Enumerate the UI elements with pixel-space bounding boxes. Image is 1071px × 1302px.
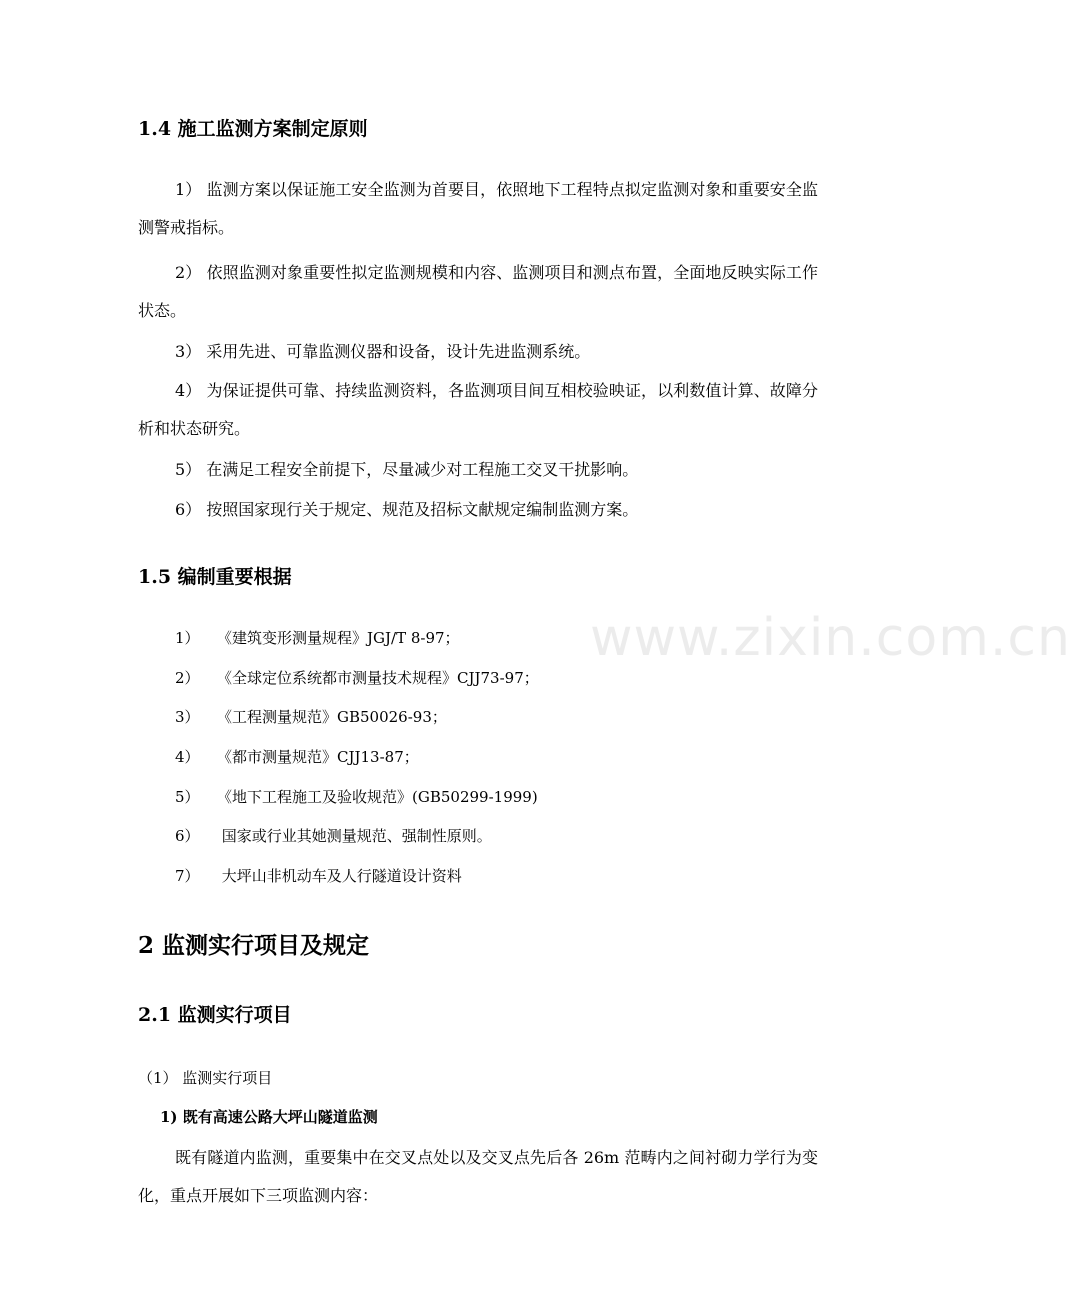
sub-heading-level-1: （1） 监测实行项目 bbox=[138, 1069, 273, 1087]
reference-text: 大坪山非机动车及人行隧道设计资料 bbox=[217, 867, 462, 885]
reference-number: 2） bbox=[175, 669, 200, 687]
principle-item-3: 3） 采用先进、可靠监测仪器和设备，设计先进监测系统。 bbox=[175, 342, 591, 361]
reference-text: 《全球定位系统都市测量技术规程》CJJ73-97； bbox=[217, 669, 539, 687]
reference-item bbox=[175, 825, 492, 846]
reference-text: 《都市测量规范》CJJ13-87； bbox=[217, 748, 419, 766]
reference-number: 7） bbox=[175, 867, 200, 885]
chapter-2-title: 2 监测实行项目及规定 bbox=[138, 932, 370, 959]
section-2-1-title: 2.1 监测实行项目 bbox=[138, 1004, 292, 1026]
reference-number: 4） bbox=[175, 748, 200, 766]
reference-item bbox=[175, 667, 539, 688]
reference-text: 《建筑变形测量规程》JGJ/T 8-97； bbox=[217, 629, 460, 647]
reference-number: 3） bbox=[175, 708, 200, 726]
reference-item bbox=[175, 865, 462, 886]
sub-heading-level-2: 1) 既有高速公路大坪山隧道监测 bbox=[160, 1108, 378, 1126]
section-1-4-title: 1.4 施工监测方案制定原则 bbox=[138, 118, 368, 140]
principle-item-6: 6） 按照国家现行关于规定、规范及招标文献规定编制监测方案。 bbox=[175, 500, 639, 519]
principle-item-2: 2） 依照监测对象重要性拟定监测规模和内容、监测项目和测点布置，全面地反映实际工作状态。 bbox=[138, 263, 818, 320]
watermark: www.zixin.com.cn bbox=[590, 608, 1071, 668]
reference-number: 1） bbox=[175, 629, 200, 647]
principle-item-4: 4） 为保证提供可靠、持续监测资料，各监测项目间互相校验映证，以利数值计算、故障分析和状态研究。 bbox=[138, 381, 818, 438]
section-1-5-title: 1.5 编制重要根据 bbox=[138, 566, 292, 588]
reference-text: 国家或行业其她测量规范、强制性原则。 bbox=[217, 827, 492, 845]
body-paragraph: 既有隧道内监测，重要集中在交叉点处以及交叉点先后各 26m 范畴内之间衬砌力学行为变化，重点开展如下三项监测内容： bbox=[138, 1148, 818, 1205]
reference-item bbox=[175, 786, 538, 807]
reference-text: 《工程测量规范》GB50026-93； bbox=[217, 708, 447, 726]
reference-number: 5） bbox=[175, 788, 200, 806]
reference-item bbox=[175, 706, 447, 727]
principle-item-1: 1） 监测方案以保证施工安全监测为首要目，依照地下工程特点拟定监测对象和重要安全监测警戒指标。 bbox=[138, 180, 818, 237]
reference-item bbox=[175, 627, 460, 648]
principle-item-5: 5） 在满足工程安全前提下，尽量减少对工程施工交叉干扰影响。 bbox=[175, 460, 639, 479]
reference-number: 6） bbox=[175, 827, 200, 845]
reference-text: 《地下工程施工及验收规范》(GB50299-1999) bbox=[217, 788, 538, 806]
reference-item bbox=[175, 746, 419, 767]
